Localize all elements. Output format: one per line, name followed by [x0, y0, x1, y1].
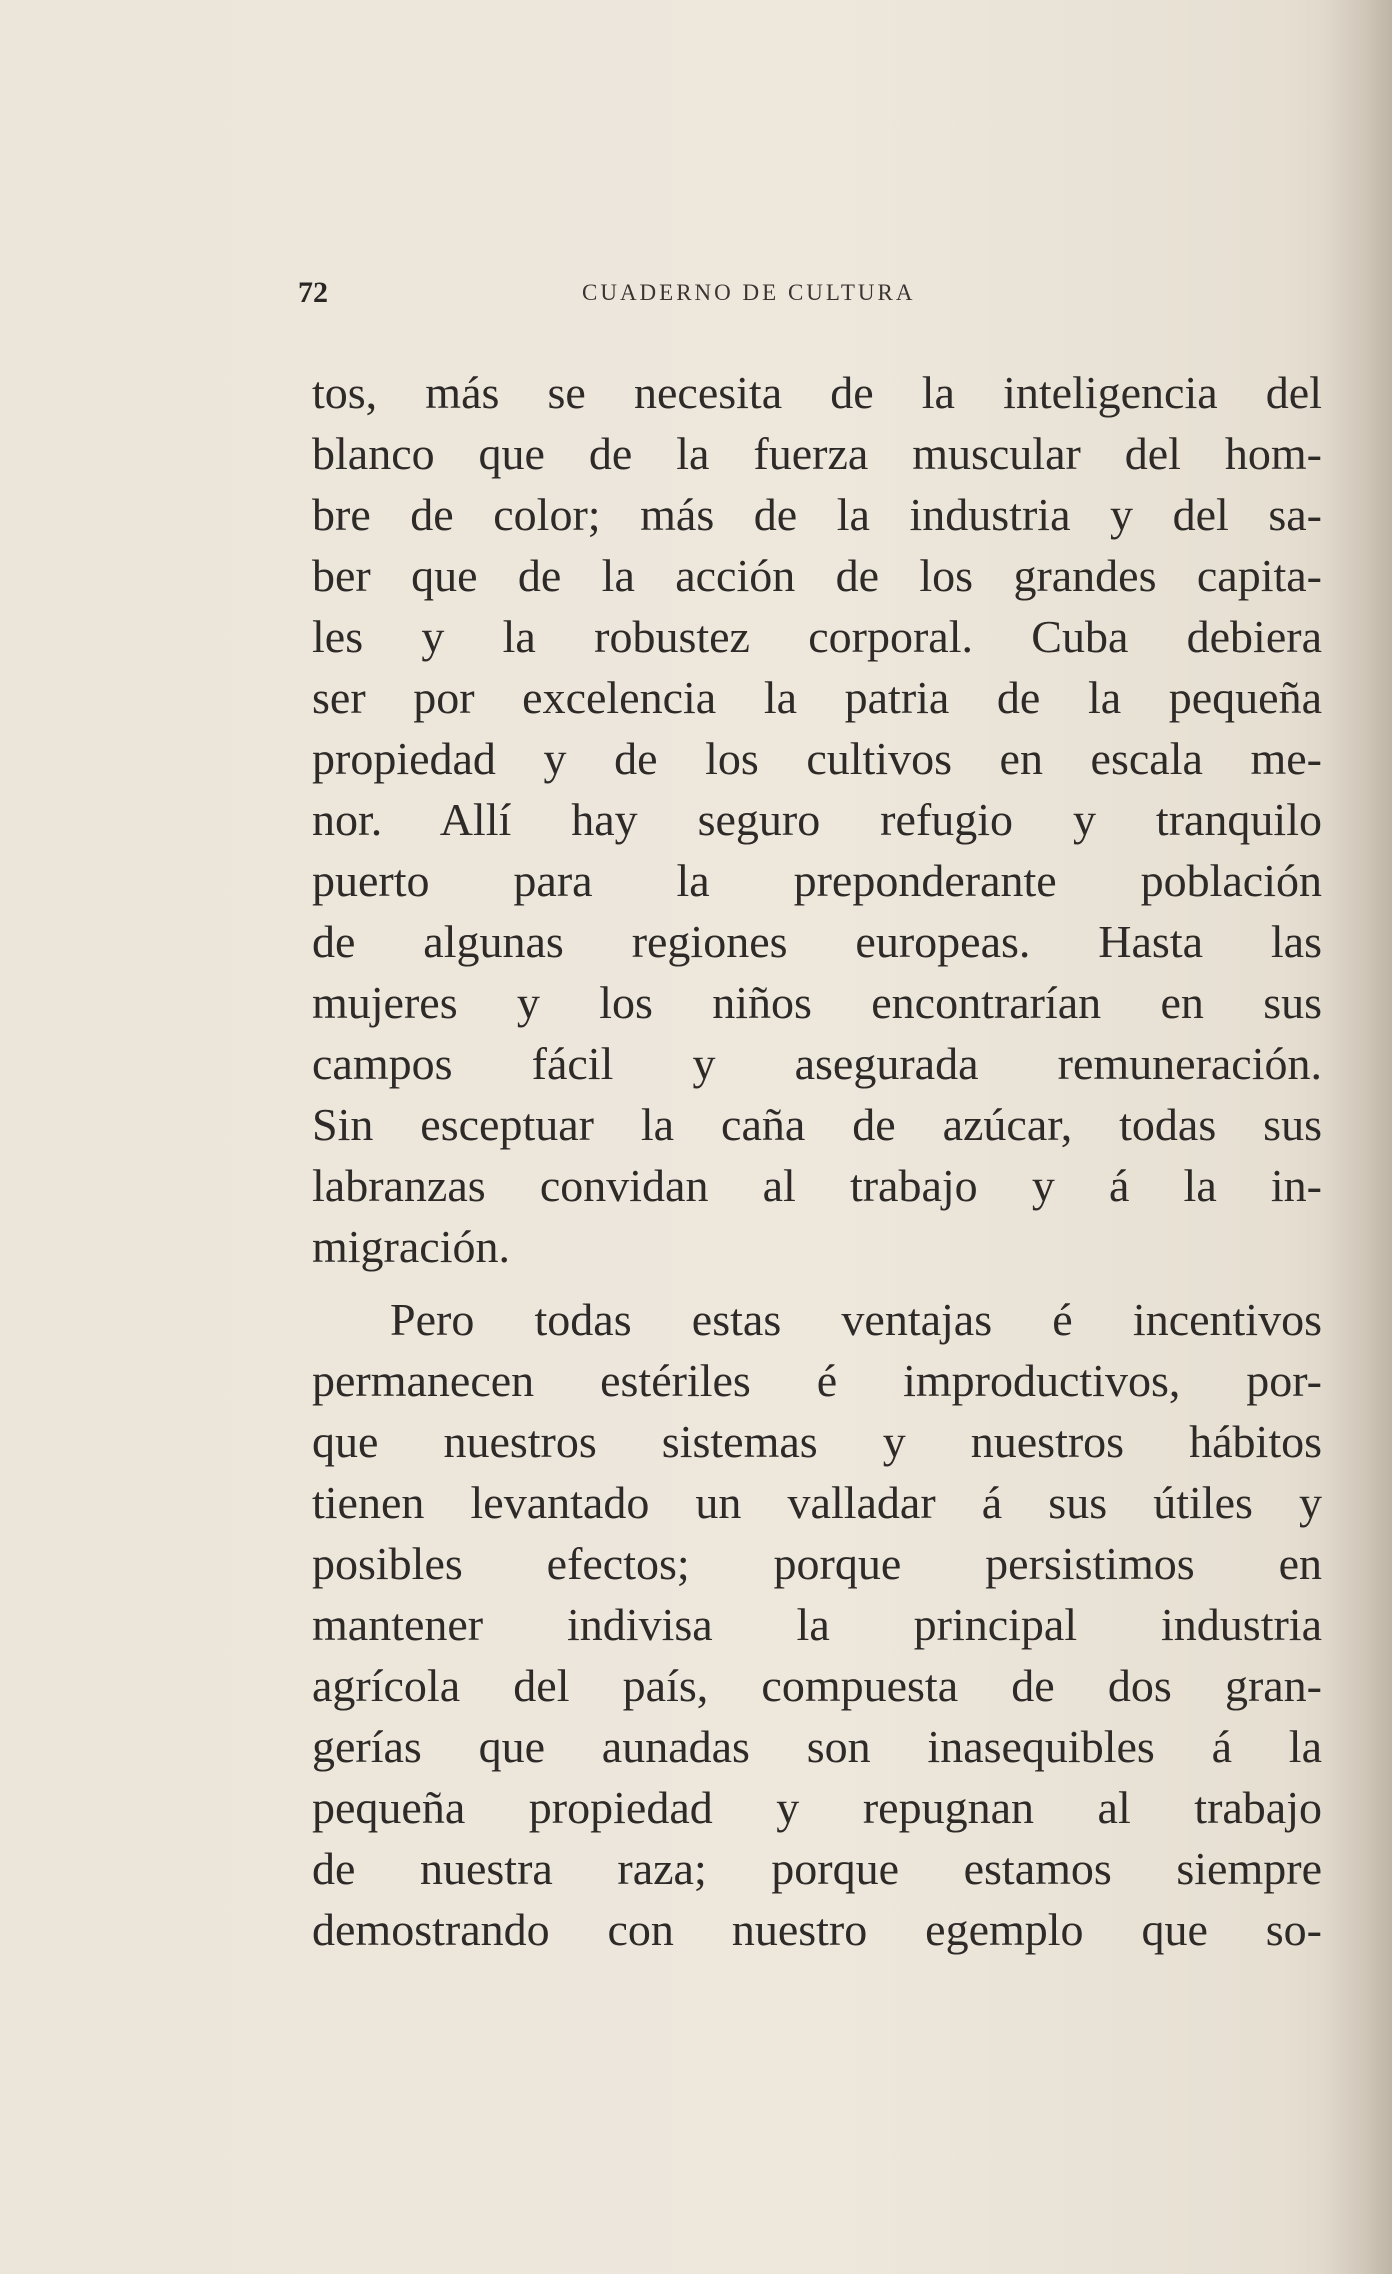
text-line: de algunas regiones europeas. Hasta las: [312, 916, 1322, 967]
text-line: campos fácil y asegurada remuneración.: [312, 1038, 1322, 1089]
text-line: propiedad y de los cultivos en escala me-: [312, 733, 1322, 784]
text-line: demostrando con nuestro egemplo que so-: [312, 1904, 1322, 1955]
text-line: Sin esceptuar la caña de azúcar, todas sus: [312, 1099, 1322, 1150]
page-number: 72: [298, 276, 328, 309]
running-title: CUADERNO DE CULTURA: [582, 280, 916, 305]
text-line: pequeña propiedad y repugnan al trabajo: [312, 1782, 1322, 1833]
text-line: de nuestra raza; porque estamos siempre: [312, 1843, 1322, 1894]
running-header: [298, 276, 1040, 316]
body-text: [312, 362, 1322, 1960]
text-line: migración.: [312, 1221, 510, 1272]
paragraph-1: [312, 362, 1322, 1277]
text-line: blanco que de la fuerza muscular del hom-: [312, 428, 1322, 479]
paragraph-spacer: [312, 1277, 1322, 1289]
text-line: nor. Allí hay seguro refugio y tranquilo: [312, 794, 1322, 845]
text-line: mujeres y los niños encontrarían en sus: [312, 977, 1322, 1028]
text-line: ser por excelencia la patria de la pequeña: [312, 672, 1322, 723]
text-line: les y la robustez corporal. Cuba debiera: [312, 611, 1322, 662]
text-line: Pero todas estas ventajas é incentivos: [390, 1294, 1322, 1345]
text-line: ber que de la acción de los grandes capita-: [312, 550, 1322, 601]
text-line: posibles efectos; porque persistimos en: [312, 1538, 1322, 1589]
text-line: bre de color; más de la industria y del sa-: [312, 489, 1322, 540]
text-line: labranzas convidan al trabajo y á la in-: [312, 1160, 1322, 1211]
text-line: agrícola del país, compuesta de dos gran-: [312, 1660, 1322, 1711]
text-line: permanecen estériles é improductivos, por-: [312, 1355, 1322, 1406]
text-line: puerto para la preponderante población: [312, 855, 1322, 906]
text-line: tienen levantado un valladar á sus útiles y: [312, 1477, 1322, 1528]
paragraph-2: [312, 1289, 1322, 1960]
text-line: tos, más se necesita de la inteligencia del: [312, 367, 1322, 418]
text-line: mantener indivisa la principal industria: [312, 1599, 1322, 1650]
page-gutter-shadow: [1322, 0, 1392, 2274]
text-line: gerías que aunadas son inasequibles á la: [312, 1721, 1322, 1772]
text-line: que nuestros sistemas y nuestros hábitos: [312, 1416, 1322, 1467]
